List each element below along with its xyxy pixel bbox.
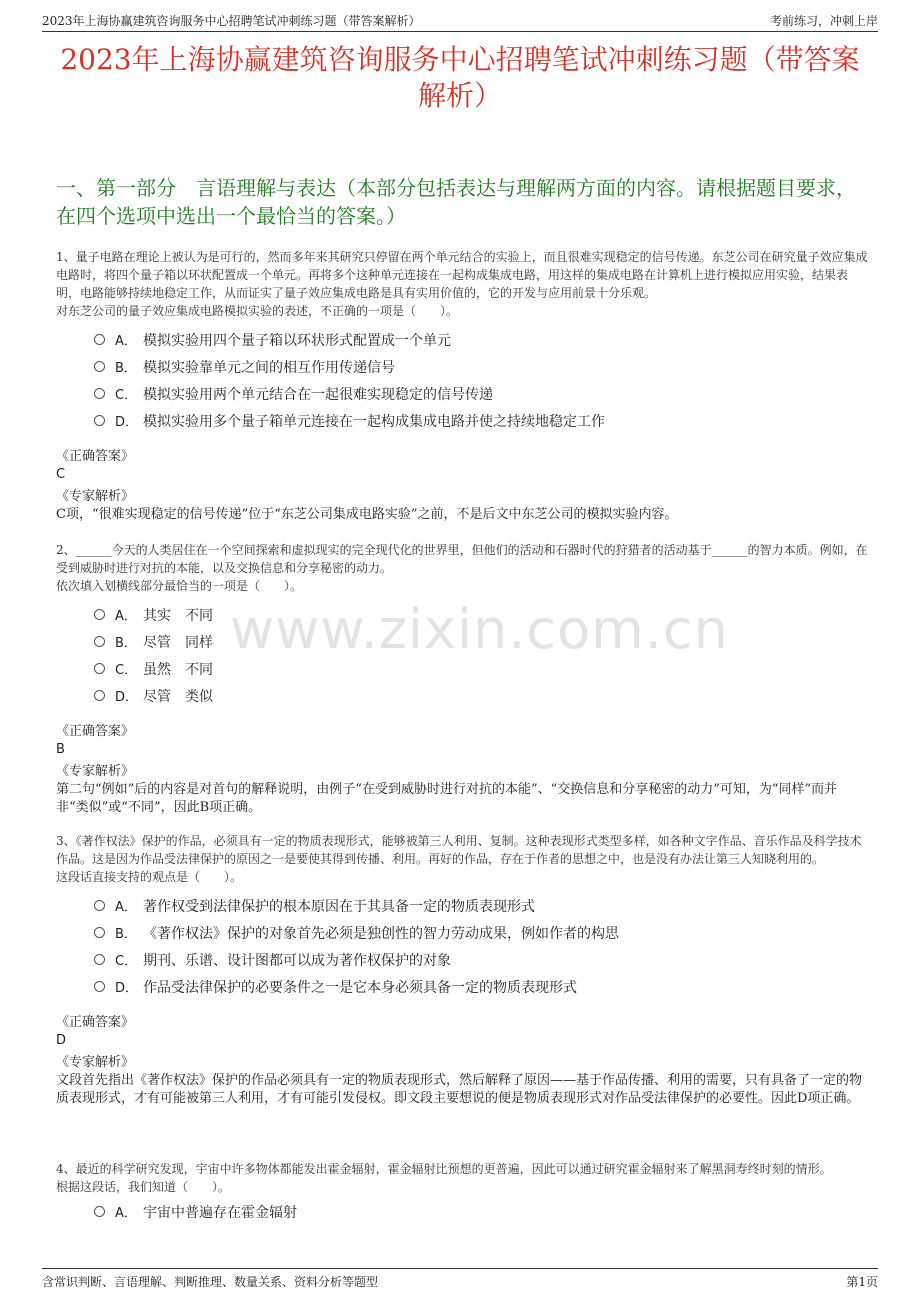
answer-value: C xyxy=(56,467,66,482)
page-header xyxy=(42,10,878,32)
option-b[interactable]: B． 尽管 同样 xyxy=(56,628,868,655)
answer-label: 《正确答案》 xyxy=(56,724,135,739)
option-text: 著作权受到法律保护的根本原因在于其具备一定的物质表现形式 xyxy=(143,898,535,915)
explanation-label: 《专家解析》 xyxy=(56,1055,135,1070)
option-text: 期刊、乐谱、设计图都可以成为著作权保护的对象 xyxy=(143,952,451,969)
option-text: 模拟实验靠单元之间的相互作用传递信号 xyxy=(143,359,395,376)
question-prompt: 依次填入划横线部分最恰当的一项是（ ）。 xyxy=(56,579,303,593)
radio-icon[interactable] xyxy=(94,954,105,965)
page-footer xyxy=(42,1268,878,1292)
option-a[interactable]: A． 模拟实验用四个量子箱以环状形式配置成一个单元 xyxy=(56,326,868,353)
question-3 xyxy=(56,832,868,1108)
option-d[interactable]: D． 模拟实验用多个量子箱单元连接在一起构成集成电路并使之持续地稳定工作 xyxy=(56,407,868,434)
option-text: 模拟实验用四个量子箱以环状形式配置成一个单元 xyxy=(143,332,451,349)
question-stem: 1、量子电路在理论上被认为是可行的，然而多年来其研究只停留在两个单元结合的实验上，而且很难实现稳定的信号传递。东芝公司在研究量子效应集成电路时，将四个量子箱以环状配置成一个单元。再将多个这种单元连接在一起构成集成电路，用这样的集成电路在计算机上进行模拟应用实验，结果表明，电路能够持续地稳定工作，从而证实了量子效应集成电路是具有实用价值的，它的开发与应用前景十分乐观。 xyxy=(56,250,868,300)
question-prompt: 根据这段话，我们知道（ ）。 xyxy=(56,1180,231,1194)
option-text: 模拟实验用两个单元结合在一起很难实现稳定的信号传递 xyxy=(143,386,493,403)
radio-icon[interactable] xyxy=(94,636,105,647)
option-b[interactable]: B． 《著作权法》保护的对象首先必须是独创性的智力劳动成果，例如作者的构思 xyxy=(56,919,868,946)
radio-icon[interactable] xyxy=(94,388,105,399)
question-stem: 4、最近的科学研究发现，宇宙中许多物体都能发出霍金辐射，霍金辐射比预想的更普遍，因此可以通过研究霍金辐射来了解黑洞寿终时刻的情形。 xyxy=(56,1162,832,1176)
radio-icon[interactable] xyxy=(94,927,105,938)
radio-icon[interactable] xyxy=(94,361,105,372)
option-d[interactable]: D． 作品受法律保护的必要条件之一是它本身必须具备一定的物质表现形式 xyxy=(56,973,868,1000)
option-list xyxy=(56,326,868,434)
answer-label: 《正确答案》 xyxy=(56,449,135,464)
option-text: 《著作权法》保护的对象首先必须是独创性的智力劳动成果，例如作者的构思 xyxy=(143,925,619,942)
option-c[interactable]: C． 模拟实验用两个单元结合在一起很难实现稳定的信号传递 xyxy=(56,380,868,407)
footer-note: 含常识判断、言语理解、判断推理、数量关系、资料分析等题型 xyxy=(42,1275,379,1289)
radio-icon[interactable] xyxy=(94,609,105,620)
answer-label: 《正确答案》 xyxy=(56,1015,135,1030)
radio-icon[interactable] xyxy=(94,1206,105,1217)
question-prompt: 这段话直接支持的观点是（ ）。 xyxy=(56,870,243,884)
radio-icon[interactable] xyxy=(94,690,105,701)
option-b[interactable]: B． 模拟实验靠单元之间的相互作用传递信号 xyxy=(56,353,868,380)
explanation-text: 文段首先指出《著作权法》保护的作品必须具有一定的物质表现形式，然后解释了原因——基于作品传播、利用的需要，只有具备了一定的物质表现形式，才有可能被第三人利用，才有可能引发侵权。即文段主要想说的便是物质表现形式对作品受法律保护的必要性。因此D项正确。 xyxy=(56,1073,863,1106)
question-4 xyxy=(56,1160,868,1225)
question-stem: 2、______今天的人类居住在一个空间探索和虚拟现实的完全现代化的世界里，但他们的活动和石器时代的狩猎者的活动基于______的智力本质。例如，在受到威胁时进行对抗的本能，以及交换信息和分享秘密的动力。 xyxy=(56,543,868,575)
radio-icon[interactable] xyxy=(94,663,105,674)
option-text: 尽管 同样 xyxy=(143,634,213,651)
explanation-label: 《专家解析》 xyxy=(56,489,135,504)
option-d[interactable]: D． 尽管 类似 xyxy=(56,682,868,709)
explanation-text: C项，“很难实现稳定的信号传递”位于“东芝公司集成电路实验”之前，不是后文中东芝公司的模拟实验内容。 xyxy=(56,507,678,522)
option-c[interactable]: C． 期刊、乐谱、设计图都可以成为著作权保护的对象 xyxy=(56,946,868,973)
question-1 xyxy=(56,248,868,524)
document-title: 2023年上海协赢建筑咨询服务中心招聘笔试冲刺练习题（带答案解析） xyxy=(60,43,860,112)
option-list xyxy=(56,892,868,1000)
option-c[interactable]: C． 虽然 不同 xyxy=(56,655,868,682)
option-text: 模拟实验用多个量子箱单元连接在一起构成集成电路并使之持续地稳定工作 xyxy=(143,413,605,430)
option-a[interactable]: A． 著作权受到法律保护的根本原因在于其具备一定的物质表现形式 xyxy=(56,892,868,919)
option-text: 作品受法律保护的必要条件之一是它本身必须具备一定的物质表现形式 xyxy=(143,979,577,996)
answer-value: D xyxy=(56,1033,67,1048)
radio-icon[interactable] xyxy=(94,415,105,426)
question-2 xyxy=(56,541,868,817)
option-text: 其实 不同 xyxy=(143,607,213,624)
radio-icon[interactable] xyxy=(94,981,105,992)
radio-icon[interactable] xyxy=(94,334,105,345)
radio-icon[interactable] xyxy=(94,900,105,911)
option-a[interactable]: A． 其实 不同 xyxy=(56,601,868,628)
explanation-label: 《专家解析》 xyxy=(56,764,135,779)
header-title: 2023年上海协赢建筑咨询服务中心招聘笔试冲刺练习题（带答案解析） xyxy=(42,14,421,28)
header-slogan: 考前练习，冲刺上岸 xyxy=(769,14,878,28)
option-list xyxy=(56,601,868,709)
option-text: 宇宙中普遍存在霍金辐射 xyxy=(143,1204,297,1221)
watermark: www.zixin.com.cn xyxy=(230,598,729,661)
question-prompt: 对东芝公司的量子效应集成电路模拟实验的表述，不正确的一项是（ ）。 xyxy=(56,304,459,318)
option-text: 虽然 不同 xyxy=(143,661,213,678)
section-heading: 一、第一部分 言语理解与表达（本部分包括表达与理解两方面的内容。请根据题目要求，在四个选项中选出一个最恰当的答案。） xyxy=(56,176,856,228)
option-a[interactable]: A． 宇宙中普遍存在霍金辐射 xyxy=(56,1198,868,1225)
answer-value: B xyxy=(56,742,65,757)
option-text: 尽管 类似 xyxy=(143,688,213,705)
option-list xyxy=(56,1198,868,1225)
question-stem: 3、《著作权法》保护的作品，必须具有一定的物质表现形式，能够被第三人利用、复制。这种表现形式类型多样，如各种文字作品、音乐作品及科学技术作品。这是因为作品受法律保护的原因之一是要使其得到传播、利用。再好的作品，存在于作者的思想之中，也是没有办法让第三人知晓利用的。 xyxy=(56,834,862,866)
explanation-text: 第二句“例如”后的内容是对首句的解释说明，由例子“在受到威胁时进行对抗的本能”、“交换信息和分享秘密的动力”可知，为“同样”而并非“类似”或“不同”，因此B项正确。 xyxy=(56,782,838,815)
page-number: 第1页 xyxy=(846,1275,878,1289)
